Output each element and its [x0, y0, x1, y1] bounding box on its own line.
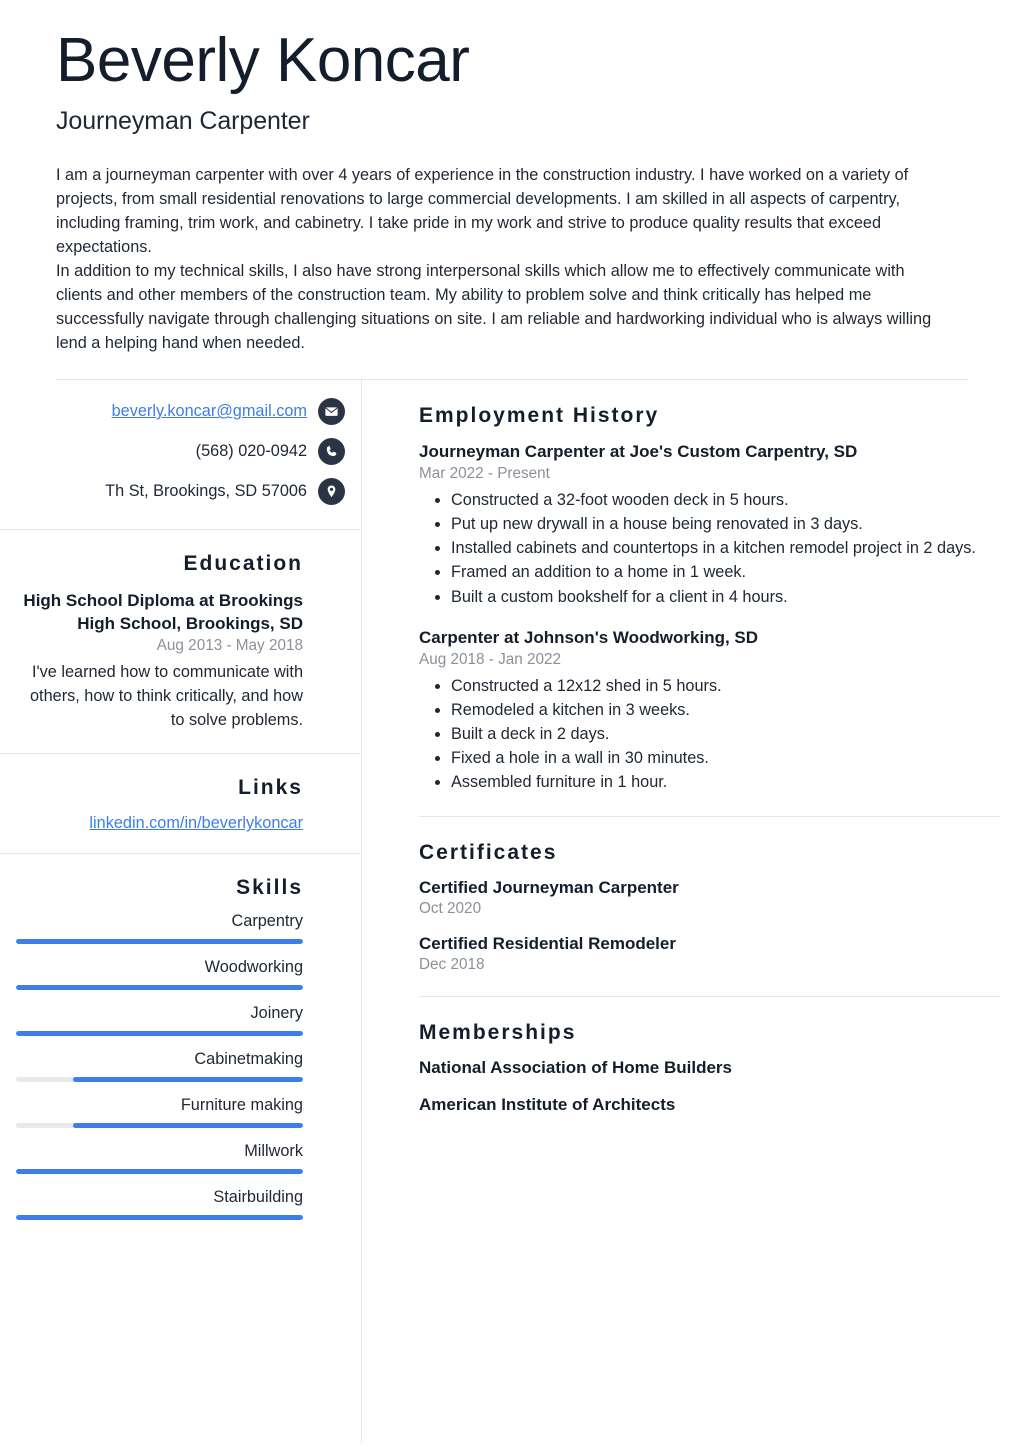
envelope-icon: [318, 398, 345, 425]
employment-job-title: Journeyman Carpenter at Joe's Custom Carpentry, SD: [419, 442, 858, 462]
links-heading: Links: [238, 776, 303, 800]
membership-item: National Association of Home Builders: [419, 1058, 732, 1078]
certificate-date: Oct 2020: [419, 900, 482, 918]
summary-paragraph-1: I am a journeyman carpenter with over 4 years of experience in the construction industry. I have worked on a variety of projects, from small residential renovations to large commercial developments. I am skilled in all aspects of carpentry, including framing, trim work, and cabinetry. I take pride in my work and strive to produce quality results that exceed expectations.: [56, 166, 909, 257]
employment-bullet: • Installed cabinets and countertops in a kitchen remodel project in 2 days.: [451, 536, 1000, 560]
skill-bar-track: [16, 1169, 303, 1174]
employment-job-date: Mar 2022 - Present: [419, 465, 550, 483]
certificates-heading: Certificates: [419, 841, 558, 865]
phone-text: (568) 020-0942: [195, 442, 307, 461]
education-entry: [16, 590, 303, 733]
employment-history-section: [419, 380, 1000, 816]
education-degree: High School Diploma at Brookings High School, Brookings, SD: [23, 591, 303, 633]
skill-bar-fill: [16, 985, 303, 990]
summary-paragraph-2: In addition to my technical skills, I also have strong interpersonal skills which allow me to effectively communicate with clients and other members of the construction team. My ability to problem solve and think critically has helped me successfully navigate through challenging situations on site. I am reliable and hardworking individual who is always willing lend a helping hand when needed.: [56, 262, 932, 353]
phone-icon: [318, 438, 345, 465]
employment-bullet: • Framed an addition to a home in 1 week.: [451, 560, 1000, 584]
certificate-entry: [419, 934, 1000, 974]
employment-bullet: • Constructed a 32-foot wooden deck in 5 hours.: [451, 488, 1000, 512]
skills-list: [16, 912, 303, 1220]
contact-section: [0, 380, 361, 529]
links-section: [0, 754, 361, 853]
skill-bar-fill: [16, 1169, 303, 1174]
certificates-section: [419, 817, 1000, 996]
skill-item: [16, 1142, 303, 1174]
employment-bullet: • Assembled furniture in 1 hour.: [451, 770, 1000, 794]
skill-label: Cabinetmaking: [194, 1050, 303, 1069]
certificate-entry: [419, 878, 1000, 918]
employment-job-date: Aug 2018 - Jan 2022: [419, 650, 562, 668]
skill-item: [16, 912, 303, 944]
skill-bar-fill: [16, 939, 303, 944]
education-date: Aug 2013 - May 2018: [156, 637, 303, 655]
skills-section: [0, 854, 361, 1240]
employment-entry: [419, 627, 1000, 795]
sidebar-column: [0, 380, 362, 1443]
contact-item-phone[interactable]: [16, 438, 345, 465]
skill-bar-track: [16, 985, 303, 990]
skill-bar-fill: [16, 1215, 303, 1220]
resume-body: [0, 380, 1024, 1443]
contact-item-email[interactable]: [16, 398, 345, 425]
employment-bullets: [419, 488, 1000, 609]
skill-item: [16, 958, 303, 990]
skill-bar-track: [16, 1215, 303, 1220]
email-text[interactable]: beverly.koncar@gmail.com: [111, 402, 307, 421]
address-text: Th St, Brookings, SD 57006: [105, 482, 307, 501]
employment-job-title: Carpenter at Johnson's Woodworking, SD: [419, 627, 759, 647]
employment-bullet: • Remodeled a kitchen in 3 weeks.: [451, 698, 1000, 722]
professional-summary: [56, 164, 968, 356]
employment-bullet: • Put up new drywall in a house being renovated in 3 days.: [451, 512, 1000, 536]
employment-history-heading: Employment History: [419, 404, 660, 428]
skill-label: Stairbuilding: [213, 1188, 303, 1207]
skill-bar-track: [16, 1031, 303, 1036]
employment-entry: [419, 441, 1000, 609]
skill-item: [16, 1050, 303, 1082]
skill-item: [16, 1188, 303, 1220]
education-description: I've learned how to communicate with others, how to think critically, and how to solve problems.: [30, 663, 303, 730]
employment-bullet: • Fixed a hole in a wall in 30 minutes.: [451, 746, 1000, 770]
memberships-section: [419, 997, 1000, 1137]
link-item-linkedin[interactable]: linkedin.com/in/beverlykoncar: [89, 814, 303, 833]
skills-heading: Skills: [236, 876, 303, 900]
skill-item: [16, 1096, 303, 1128]
education-heading: Education: [183, 552, 303, 576]
skill-bar-fill: [73, 1077, 303, 1082]
certificate-name: Certified Journeyman Carpenter: [419, 878, 679, 898]
job-title-subtitle: Journeyman Carpenter: [56, 107, 310, 136]
skill-label: Joinery: [250, 1004, 303, 1023]
skill-bar-track: [16, 939, 303, 944]
resume-header: [0, 0, 1024, 380]
skill-label: Carpentry: [231, 912, 303, 931]
employment-bullet: • Constructed a 12x12 shed in 5 hours.: [451, 674, 1000, 698]
skill-label: Millwork: [244, 1142, 303, 1161]
certificate-date: Dec 2018: [419, 956, 485, 974]
skill-item: [16, 1004, 303, 1036]
employment-bullets: [419, 674, 1000, 795]
main-column: [362, 380, 1024, 1443]
skill-bar-fill: [73, 1123, 303, 1128]
membership-item: American Institute of Architects: [419, 1095, 676, 1115]
skill-bar-track: [16, 1123, 303, 1128]
memberships-heading: Memberships: [419, 1021, 577, 1045]
skill-bar-track: [16, 1077, 303, 1082]
skill-label: Woodworking: [204, 958, 303, 977]
certificate-name: Certified Residential Remodeler: [419, 934, 676, 954]
employment-bullet: • Built a custom bookshelf for a client in 4 hours.: [451, 585, 1000, 609]
contact-item-address: [16, 478, 345, 505]
skill-label: Furniture making: [180, 1096, 303, 1115]
page-title: Beverly Koncar: [56, 26, 470, 95]
employment-bullet: • Built a deck in 2 days.: [451, 722, 1000, 746]
education-section: [0, 530, 361, 753]
skill-bar-fill: [16, 1031, 303, 1036]
location-pin-icon: [318, 478, 345, 505]
